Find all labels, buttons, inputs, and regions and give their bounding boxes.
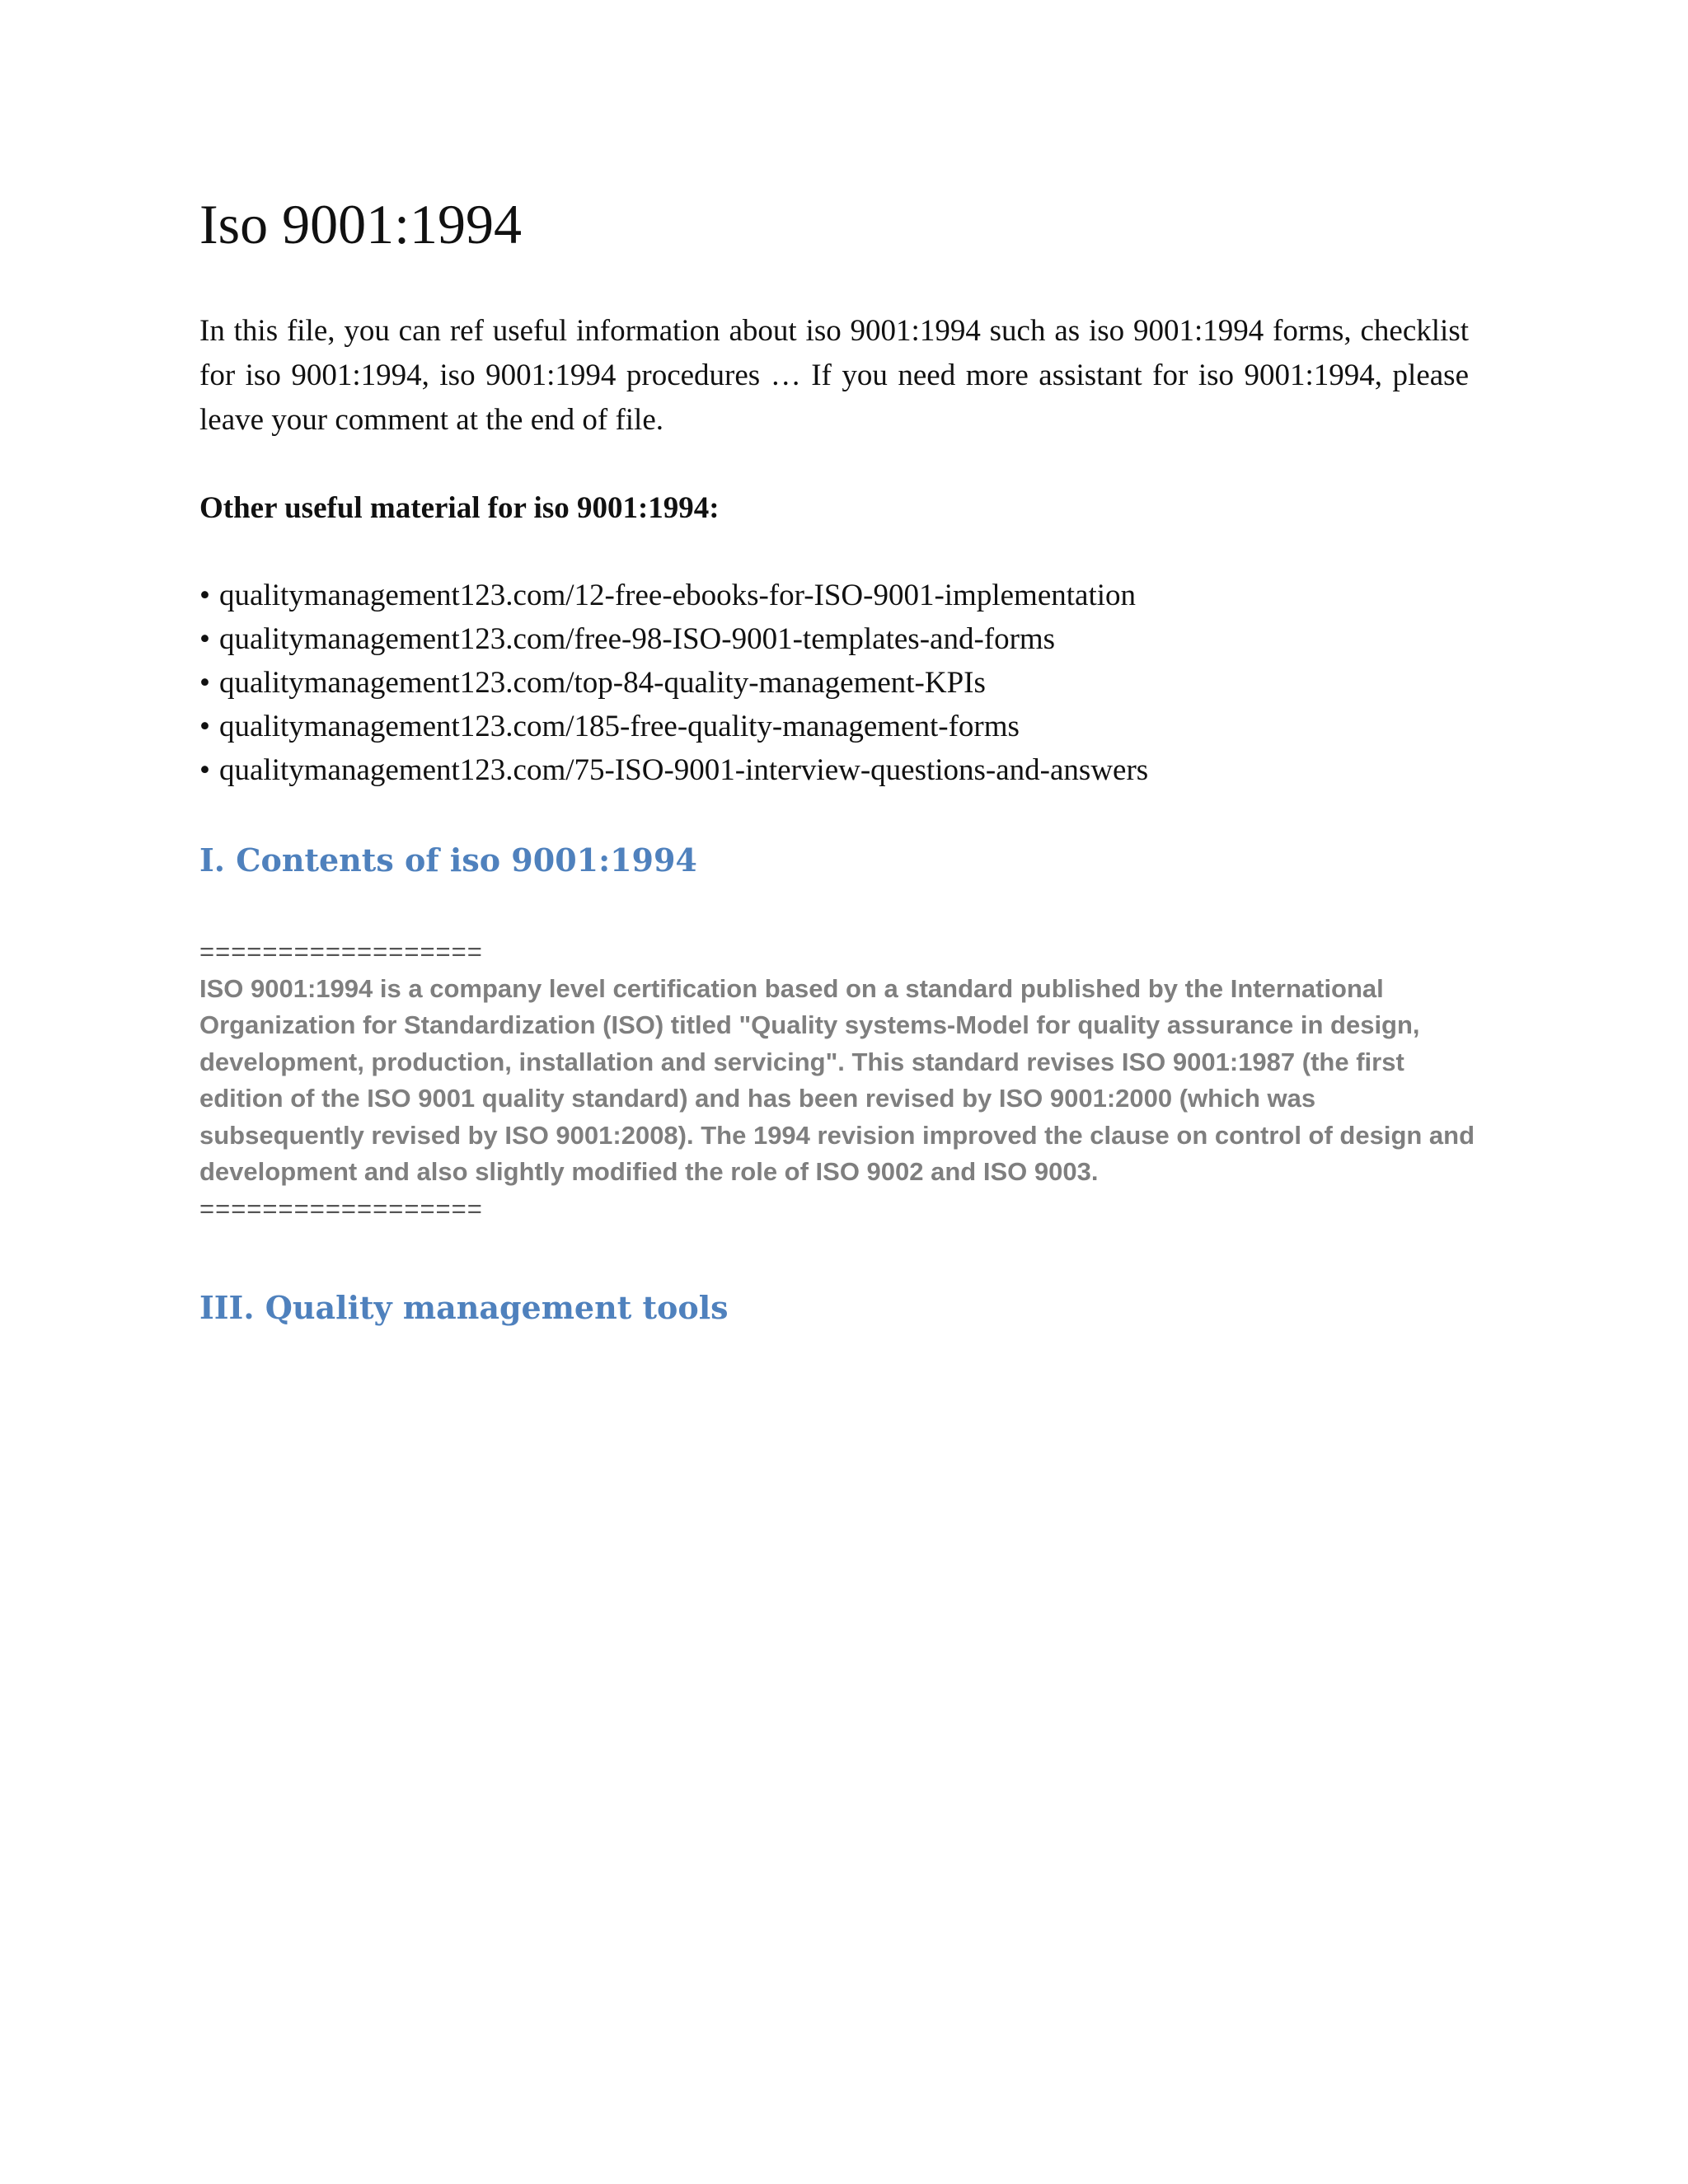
bullet-icon: • bbox=[199, 710, 210, 743]
section-heading-contents: I. Contents of iso 9001:1994 bbox=[199, 841, 697, 879]
list-item[interactable] bbox=[199, 661, 1148, 705]
link-text[interactable]: qualitymanagement123.com/12-free-ebooks-for-ISO-9001-implementation bbox=[219, 579, 1137, 612]
link-text[interactable]: qualitymanagement123.com/185-free-quality-management-forms bbox=[219, 710, 1020, 743]
separator-top: ================== bbox=[199, 937, 483, 966]
contents-paragraph: ISO 9001:1994 is a company level certification based on a standard published by the International Organization for Standardization (ISO) titled "Quality systems-Model for quality assurance in design, development, production, installation and servicing". This standard revises ISO 9001:1987 (the first edition of the ISO 9001 quality standard) and has been revised by ISO 9001:2000 (which was subsequently revised by ISO 9001:2008). The 1994 revision improved the clause on control of design and development and also slightly modified the role of ISO 9002 and ISO 9003. bbox=[199, 973, 1475, 1186]
link-text[interactable]: qualitymanagement123.com/top-84-quality-management-KPIs bbox=[219, 666, 986, 700]
separator-bottom: ================== bbox=[199, 1193, 483, 1223]
bullet-icon: • bbox=[199, 753, 210, 787]
section-heading-quality-tools: III. Quality management tools bbox=[199, 1289, 729, 1326]
bullet-icon: • bbox=[199, 622, 210, 656]
document-title: Iso 9001:1994 bbox=[199, 193, 522, 255]
useful-material-heading: Other useful material for iso 9001:1994: bbox=[199, 491, 720, 525]
list-item[interactable] bbox=[199, 574, 1148, 617]
list-item[interactable] bbox=[199, 617, 1148, 661]
contents-block bbox=[199, 934, 1485, 1227]
intro-paragraph: In this file, you can ref useful information about iso 9001:1994 such as iso 9001:1994 forms, checklist for iso 9001:1994, iso 9001:1994 procedures … If you need more assistant for iso 9001:1994, please leave your comment at the end of file. bbox=[199, 314, 1469, 437]
bullet-icon: • bbox=[199, 666, 210, 700]
link-text[interactable]: qualitymanagement123.com/free-98-ISO-9001-templates-and-forms bbox=[219, 622, 1056, 656]
list-item[interactable] bbox=[199, 705, 1148, 748]
bullet-icon: • bbox=[199, 579, 210, 612]
list-item[interactable] bbox=[199, 748, 1148, 792]
link-text[interactable]: qualitymanagement123.com/75-ISO-9001-interview-questions-and-answers bbox=[219, 753, 1149, 787]
useful-links-list bbox=[199, 574, 1148, 792]
